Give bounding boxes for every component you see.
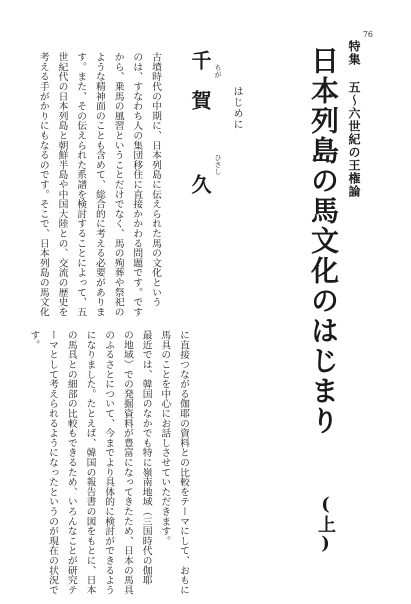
paragraph-line: 古墳時代の中期に、日本列島に伝えられた馬の文化という: [150, 52, 161, 307]
paragraph-line: 考える手がかりにもなるのです。そこで、日本列島の馬文化: [37, 52, 49, 317]
author-ruby-given: ひさし: [214, 154, 222, 175]
paragraph-line: になりました。たとえば、韓国の報告書の図をもとに、日本: [84, 330, 96, 595]
series-label: 特集 五〜六世紀の王権論: [347, 40, 361, 198]
paragraph-line: の地域）での発掘資料が豊富になってきたため、日本の馬具: [121, 330, 133, 595]
author-name: 千賀 久: [188, 50, 212, 214]
paragraph-line: 世紀代の日本列島と朝鮮半島や中国大陸との、交流の歴史を: [56, 52, 68, 317]
title-part-mark: (上): [315, 494, 336, 554]
paragraph-line: のは、すなわち人の集団移住に直接かかわる問題です。です: [131, 52, 143, 317]
section-heading: はじめに: [231, 86, 242, 130]
paragraph-line: に直接つながる伽耶の資料との比較をテーマにして、おもに: [178, 330, 189, 595]
paragraph-line: す。: [28, 330, 40, 350]
paragraph-line: 馬具のことを中心にお話しさせていただきます。: [159, 330, 171, 546]
page-number: 76: [362, 30, 373, 39]
paragraph-line: ような精神面のことも含めて、総合的に考える必要がありま: [93, 52, 105, 317]
paragraph-line: から、乗馬の風習ということだけでなく、馬の殉葬や祭祀の: [112, 52, 124, 317]
body-text-upper: [33, 52, 164, 317]
paragraph-line: ーマとして考えられるようになったというのが現在の状況で: [47, 330, 59, 595]
author-ruby-family: ちが: [214, 64, 222, 78]
paragraph-line: す。また、その伝えられた系譜を検討することによって、五: [75, 52, 87, 317]
paragraph-line: の馬具との細部の比較もできるため、いろんなことが研究テ: [65, 330, 77, 595]
paragraph-line: 最近では、韓国のなかでも特に嶺南地域（三国時代の伽耶: [140, 330, 152, 585]
article-title: 日本列島の馬文化のはじまり: [307, 46, 340, 436]
body-text-lower: [24, 330, 192, 595]
paragraph-line: のふるさとについて、今までより具体的に検討ができるよう: [103, 330, 115, 595]
